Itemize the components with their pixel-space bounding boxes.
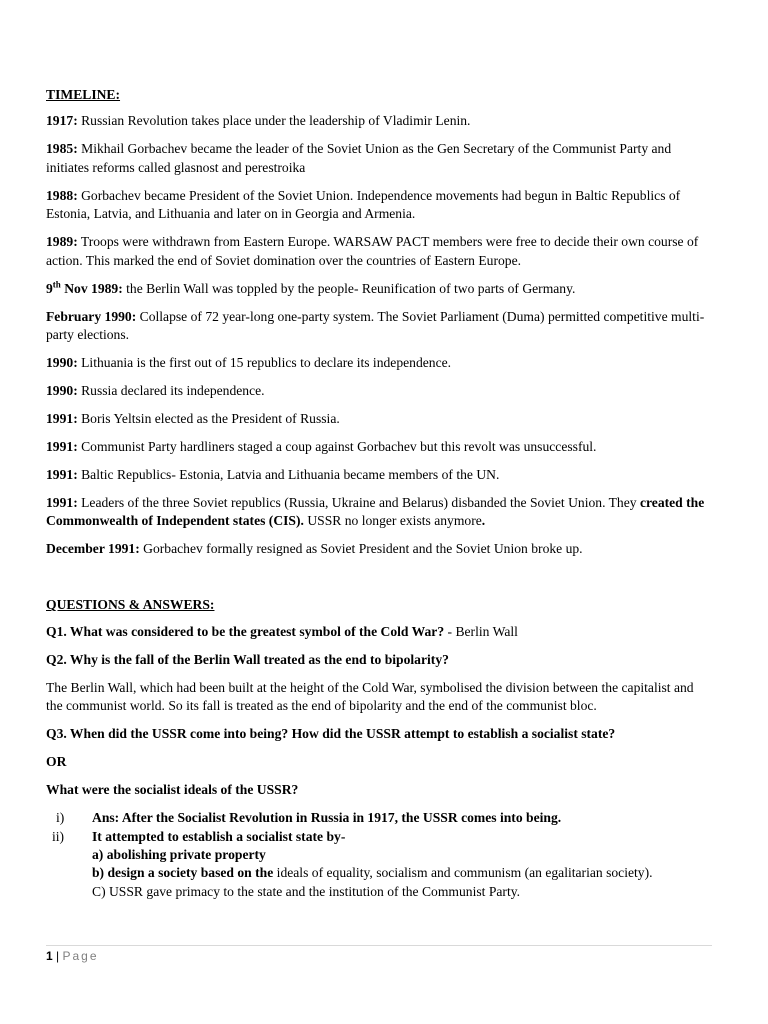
entry-label: 1989: xyxy=(46,234,78,250)
entry-text: Leaders of the three Soviet republics (Russia, Ukraine and Belarus) disbanded the Soviet Union. They xyxy=(77,495,640,511)
or-separator: OR xyxy=(46,754,67,770)
timeline-entry xyxy=(46,466,710,484)
timeline-entry xyxy=(46,308,710,345)
question-2: Q2. Why is the fall of the Berlin Wall treated as the end to bipolarity? xyxy=(46,651,449,667)
answer-3-list xyxy=(46,809,710,901)
entry-text: Russia declared its independence. xyxy=(77,383,265,399)
entry-text: USSR no longer exists anymore xyxy=(303,513,482,529)
list-item xyxy=(46,828,710,902)
list-number: i) xyxy=(56,810,65,826)
timeline-entry xyxy=(46,140,710,177)
entry-label: 1990: xyxy=(46,355,78,371)
question-3-alt: What were the socialist ideals of the USSR? xyxy=(46,782,299,798)
entry-text: Mikhail Gorbachev became the leader of the Soviet Union as the Gen Secretary of the Communist Party and initiates reforms called glasnost and perestroika xyxy=(46,141,672,175)
timeline-entry xyxy=(46,438,710,456)
timeline-heading: TIMELINE: xyxy=(46,87,121,102)
sub-item-b-text: ideals of equality, socialism and communism (an egalitarian society). xyxy=(273,865,653,881)
page-footer xyxy=(46,945,712,963)
sub-item-c: C) USSR gave primacy to the state and the institution of the Communist Party. xyxy=(92,883,521,899)
timeline-entry xyxy=(46,494,710,531)
entry-text: Gorbachev became President of the Soviet Union. Independence movements had begun in Baltic Republics of Estonia, Latvia, and Lithuania and later on in Georgia and Armenia. xyxy=(46,187,681,222)
label-ordinal: th xyxy=(52,279,61,290)
entry-text: Gorbachev formally resigned as Soviet President and the Soviet Union broke up. xyxy=(139,541,583,557)
list-text: Ans: After the Socialist Revolution in Russia in 1917, the USSR comes into being. xyxy=(92,810,562,826)
question-1 xyxy=(46,623,710,641)
entry-label: 1991: xyxy=(46,411,78,427)
timeline-entry xyxy=(46,112,710,130)
entry-label: 1991: xyxy=(46,439,78,455)
entry-label: 1985: xyxy=(46,141,78,157)
entry-text: Baltic Republics- Estonia, Latvia and Lithuania became members of the UN. xyxy=(77,467,500,483)
footer-separator: | xyxy=(56,949,60,963)
entry-label: December 1991: xyxy=(46,541,140,557)
sub-item-b-bold: b) design a society based on the xyxy=(92,865,274,881)
document-page xyxy=(46,86,710,901)
page-label: Page xyxy=(62,949,99,963)
list-text: It attempted to establish a socialist state by- xyxy=(92,828,346,844)
timeline-entry xyxy=(46,354,710,372)
timeline-entry xyxy=(46,280,710,298)
sub-item-a: a) abolishing private property xyxy=(92,847,266,863)
entry-text: Troops were withdrawn from Eastern Europe. WARSAW PACT members were free to decide their own course of action. This marked the end of Soviet domination over the countries of Eastern Europe. xyxy=(46,234,699,268)
list-number: ii) xyxy=(52,828,65,844)
entry-label: 1991: xyxy=(46,467,78,483)
entry-bold-period: . xyxy=(481,513,486,529)
entry-text: Lithuania is the first out of 15 republics to declare its independence. xyxy=(77,355,452,371)
qa-heading: QUESTIONS & ANSWERS: xyxy=(46,597,215,613)
entry-text: Russian Revolution takes place under the leadership of Vladimir Lenin. xyxy=(77,113,471,129)
timeline-entry xyxy=(46,187,710,224)
entry-label: 1917: xyxy=(46,113,78,129)
answer-text: - Berlin Wall xyxy=(444,623,518,639)
question-text: Q1. What was considered to be the greatest symbol of the Cold War? xyxy=(46,623,445,639)
entry-label xyxy=(46,281,123,296)
entry-label: 1988: xyxy=(46,187,78,203)
timeline-entry xyxy=(46,382,710,400)
entry-bold-text: created the Commonwealth of Independent states (CIS). xyxy=(46,495,705,529)
section-spacer xyxy=(46,568,710,596)
entry-label: 1990: xyxy=(46,383,78,399)
entry-label: 1991: xyxy=(46,495,78,511)
timeline-entry xyxy=(46,233,710,270)
timeline-entry xyxy=(46,540,710,558)
entry-text: Communist Party hardliners staged a coup against Gorbachev but this revolt was unsuccessful. xyxy=(77,439,597,455)
list-item xyxy=(46,809,710,827)
timeline-entry xyxy=(46,410,710,428)
entry-text: the Berlin Wall was toppled by the people- Reunification of two parts of Germany. xyxy=(122,280,576,296)
question-3: Q3. When did the USSR come into being? How did the USSR attempt to establish a socialist state? xyxy=(46,726,616,742)
entry-text: Boris Yeltsin elected as the President of Russia. xyxy=(77,411,340,427)
label-date: Nov 1989: xyxy=(60,280,123,296)
entry-text: Collapse of 72 year-long one-party system. The Soviet Parliament (Duma) permitted competitive multi-party elections. xyxy=(46,308,705,343)
answer-2: The Berlin Wall, which had been built at the height of the Cold War, symbolised the division between the capitalist and the communist world. So its fall is treated as the end of bipolarity and the end of the communist bloc. xyxy=(46,679,694,714)
label-day: 9 xyxy=(46,280,53,296)
page-number: 1 xyxy=(46,949,53,963)
entry-label: February 1990: xyxy=(46,308,137,324)
